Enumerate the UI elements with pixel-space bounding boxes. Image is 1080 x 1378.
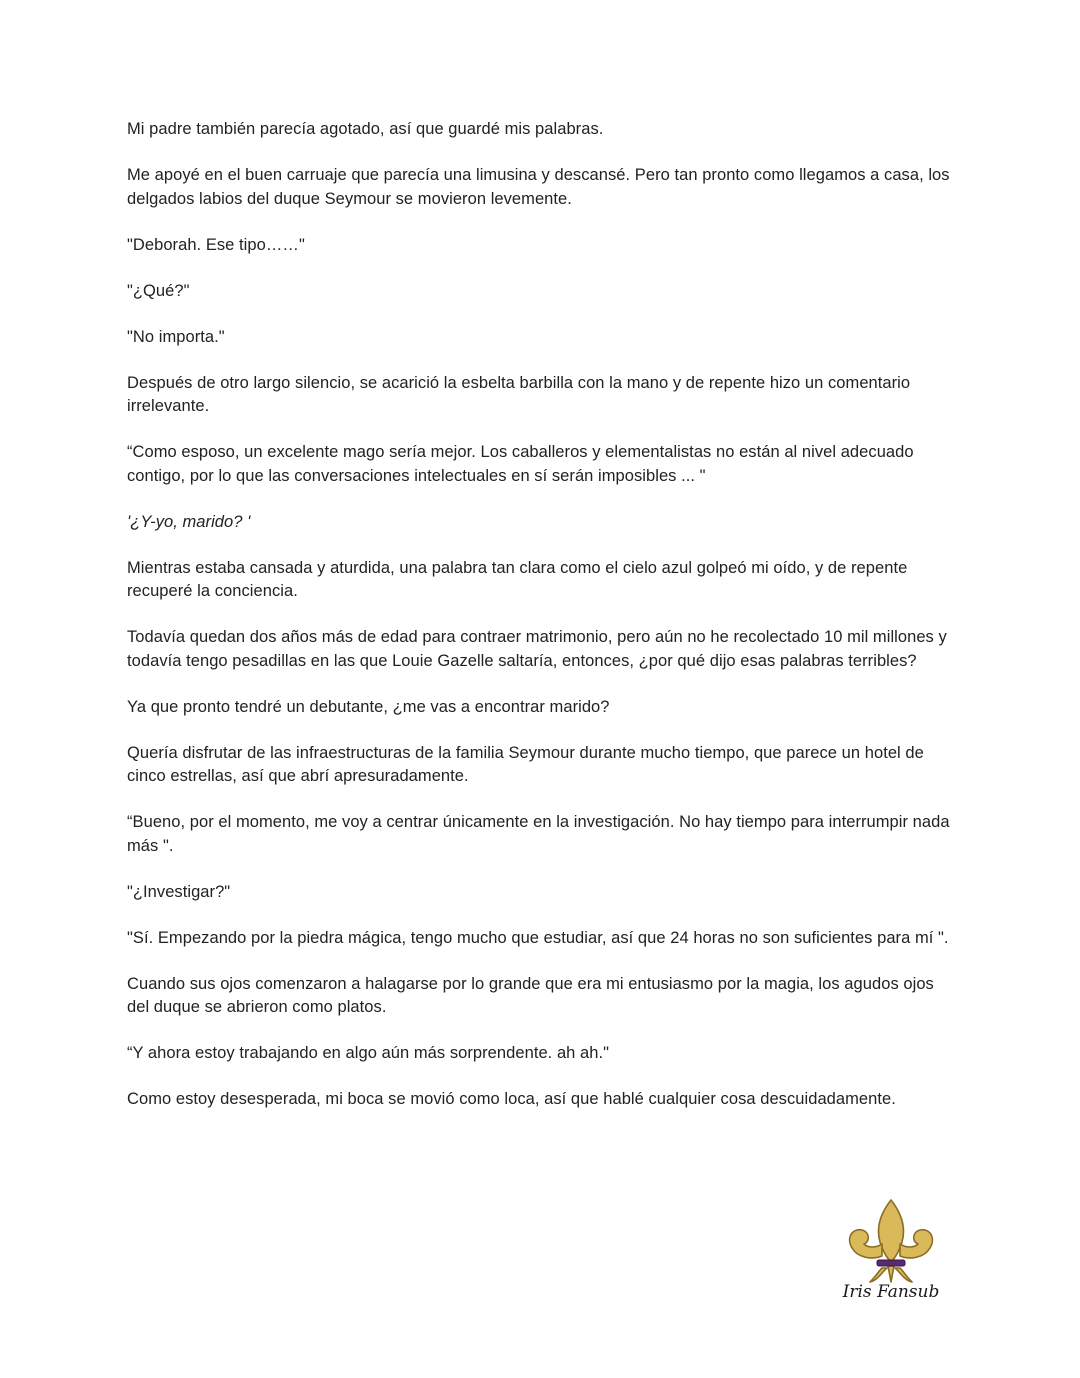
paragraph-1: Mi padre también parecía agotado, así que guardé mis palabras. [127,120,604,138]
paragraph-16: Cuando sus ojos comenzaron a halagarse por lo grande que era mi entusiasmo por la magia, los agudos ojos del duque se abrieron como platos. [127,974,934,1016]
paragraph-7: “Como esposo, un excelente mago sería mejor. Los caballeros y elementalistas no están al nivel adecuado contigo, por lo que las conversaciones intelectuales en sí serán imposibles ... " [127,443,914,485]
paragraph-9: Mientras estaba cansada y aturdida, una palabra tan clara como el cielo azul golpeó mi oído, y de repente recuperé la conciencia. [127,558,908,600]
paragraph-5: "No importa." [127,327,225,346]
paragraph-6: Después de otro largo silencio, se acarició la esbelta barbilla con la mano y de repente hizo un comentario irrelevante. [127,373,911,415]
paragraph-2: Me apoyé en el buen carruaje que parecía una limusina y descansé. Pero tan pronto como llegamos a casa, los delgados labios del duque Seymour se movieron levemente. [127,166,950,208]
document-body [127,118,957,1134]
paragraph-15: "Sí. Empezando por la piedra mágica, tengo mucho que estudiar, así que 24 horas no son suficientes para mí ". [127,928,949,947]
paragraph-11: Ya que pronto tendré un debutante, ¿me vas a encontrar marido? [127,697,610,716]
paragraph-13: “Bueno, por el momento, me voy a centrar únicamente en la investigación. No hay tiempo para interrumpir nada más ". [127,813,950,855]
watermark-text: Iris Fansub [842,1282,940,1302]
paragraph-8-italic-thought: '¿Y-yo, marido? ' [127,512,251,531]
paragraph-17: “Y ahora estoy trabajando en algo aún más sorprendente. ah ah." [127,1044,610,1062]
paragraph-12: Quería disfrutar de las infraestructuras de la familia Seymour durante mucho tiempo, que parece un hotel de cinco estrellas, así que abrí apresuradamente. [127,743,924,785]
paragraph-14: "¿Investigar?" [127,882,231,901]
fleur-de-lis-icon [844,1198,938,1284]
paragraph-4: "¿Qué?" [127,281,190,300]
paragraph-18: Como estoy desesperada, mi boca se movió como loca, así que hablé cualquier cosa descuidadamente. [127,1090,896,1108]
watermark-logo [836,1198,946,1308]
paragraph-10: Todavía quedan dos años más de edad para contraer matrimonio, pero aún no he recolectado 10 mil millones y todavía tengo pesadillas en las que Louie Gazelle saltaría, entonces, ¿por qué dijo esas palabras terribles? [127,628,947,670]
paragraph-3: "Deborah. Ese tipo……" [127,235,305,254]
